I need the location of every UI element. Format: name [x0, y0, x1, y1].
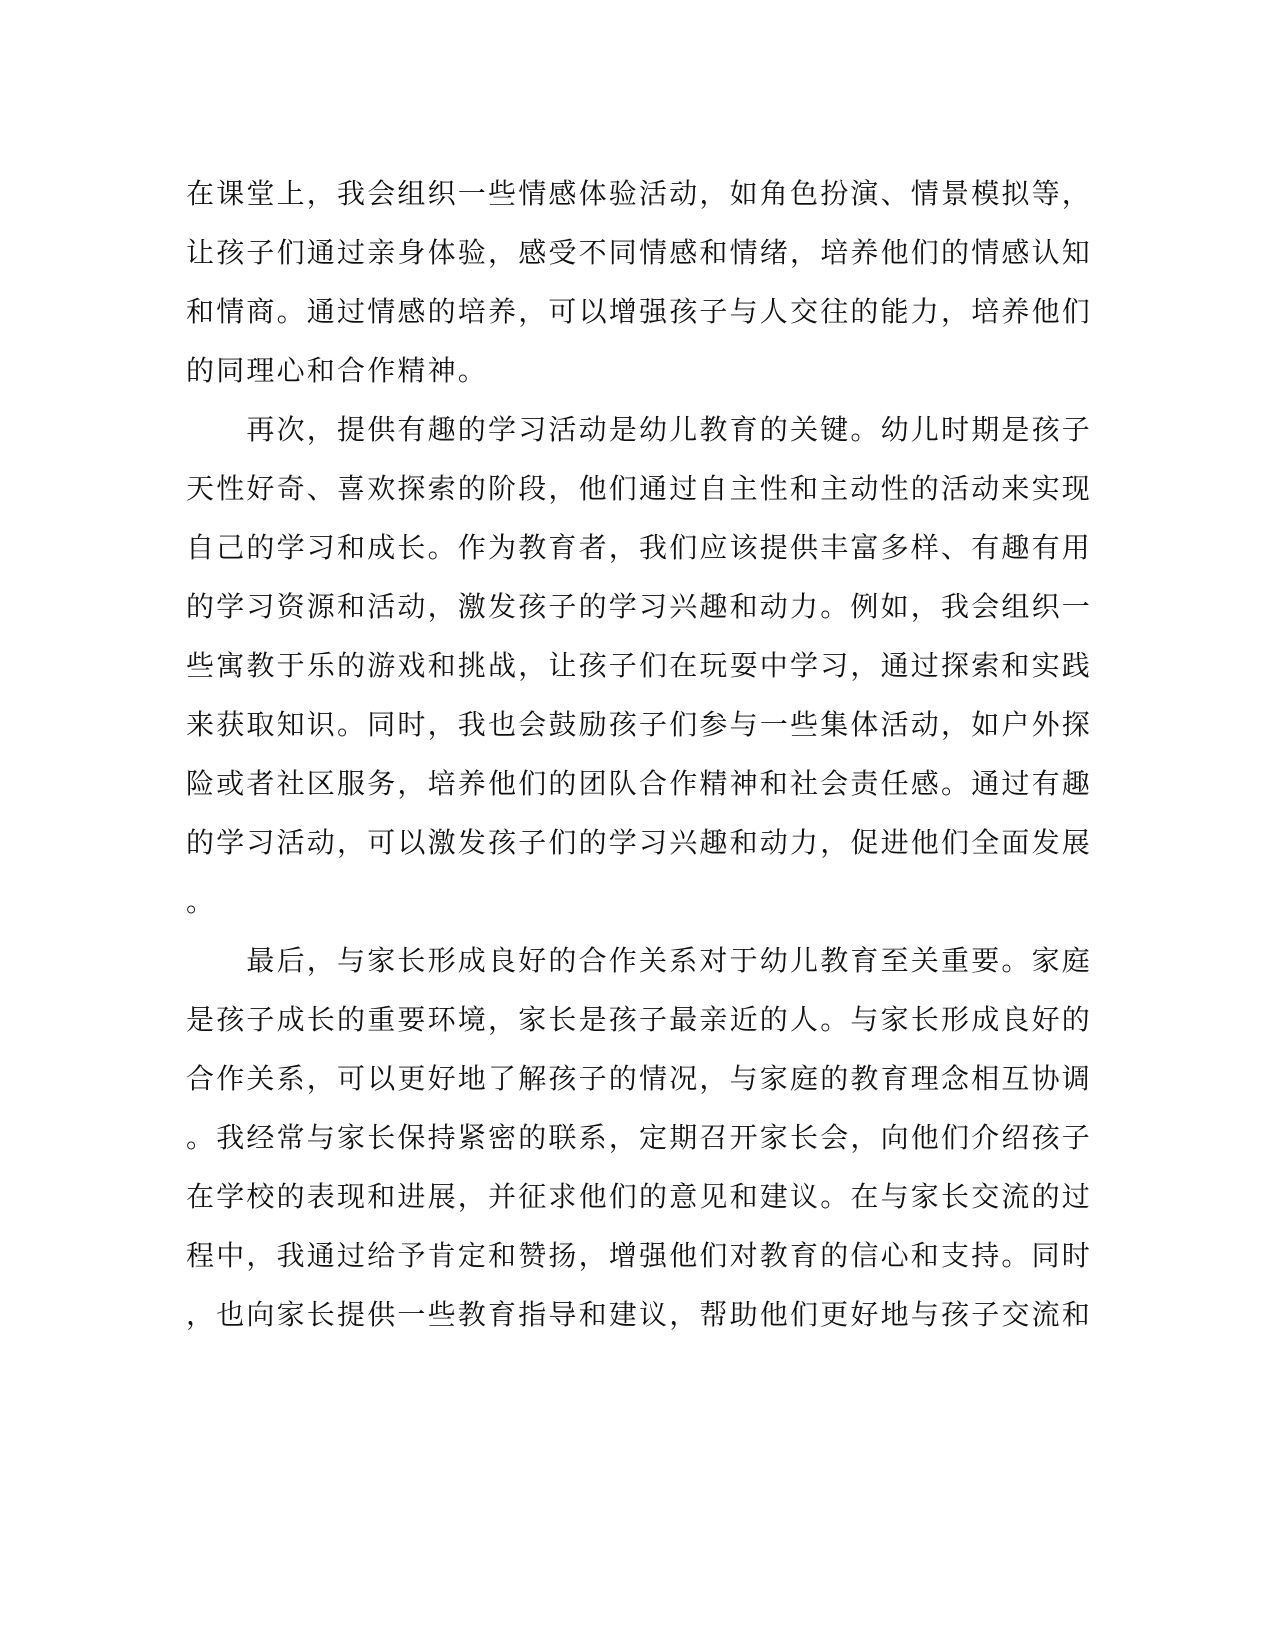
text-line: 让孩子们通过亲身体验，感受不同情感和情绪，培养他们的情感认知 [186, 236, 1093, 269]
text-line: 的学习活动，可以激发孩子们的学习兴趣和动力，促进他们全面发展 [186, 826, 1093, 859]
text-line: 些寓教于乐的游戏和挑战，让孩子们在玩耍中学习，通过探索和实践 [186, 649, 1093, 682]
text-line: 来获取知识。同时，我也会鼓励孩子们参与一些集体活动，如户外探 [186, 708, 1093, 741]
text-line: 的同理心和合作精神。 [186, 354, 489, 387]
text-line: 程中，我通过给予肯定和赞扬，增强他们对教育的信心和支持。同时 [186, 1239, 1093, 1272]
text-line: 。 [186, 885, 217, 918]
text-line: 是孩子成长的重要环境，家长是孩子最亲近的人。与家长形成良好的 [186, 1003, 1093, 1036]
text-line: 合作关系，可以更好地了解孩子的情况，与家庭的教育理念相互协调 [186, 1062, 1093, 1095]
text-line: 的学习资源和活动，激发孩子的学习兴趣和动力。例如，我会组织一 [186, 590, 1093, 623]
text-line: 再次，提供有趣的学习活动是幼儿教育的关键。幼儿时期是孩子 [186, 413, 1093, 446]
text-line: 。我经常与家长保持紧密的联系，定期召开家长会，向他们介绍孩子 [186, 1121, 1093, 1154]
text-line: 在学校的表现和进展，并征求他们的意见和建议。在与家长交流的过 [186, 1180, 1093, 1213]
text-line: ，也向家长提供一些教育指导和建议，帮助他们更好地与孩子交流和 [186, 1298, 1093, 1331]
text-line: 天性好奇、喜欢探索的阶段，他们通过自主性和主动性的活动来实现 [186, 472, 1093, 505]
text-line: 险或者社区服务，培养他们的团队合作精神和社会责任感。通过有趣 [186, 767, 1093, 800]
text-line: 在课堂上，我会组织一些情感体验活动，如角色扮演、情景模拟等， [186, 177, 1093, 210]
text-line: 和情商。通过情感的培养，可以增强孩子与人交往的能力，培养他们 [186, 295, 1093, 328]
text-line: 自己的学习和成长。作为教育者，我们应该提供丰富多样、有趣有用 [186, 531, 1093, 564]
body-text [186, 164, 1096, 1344]
text-line: 最后，与家长形成良好的合作关系对于幼儿教育至关重要。家庭 [186, 944, 1093, 977]
